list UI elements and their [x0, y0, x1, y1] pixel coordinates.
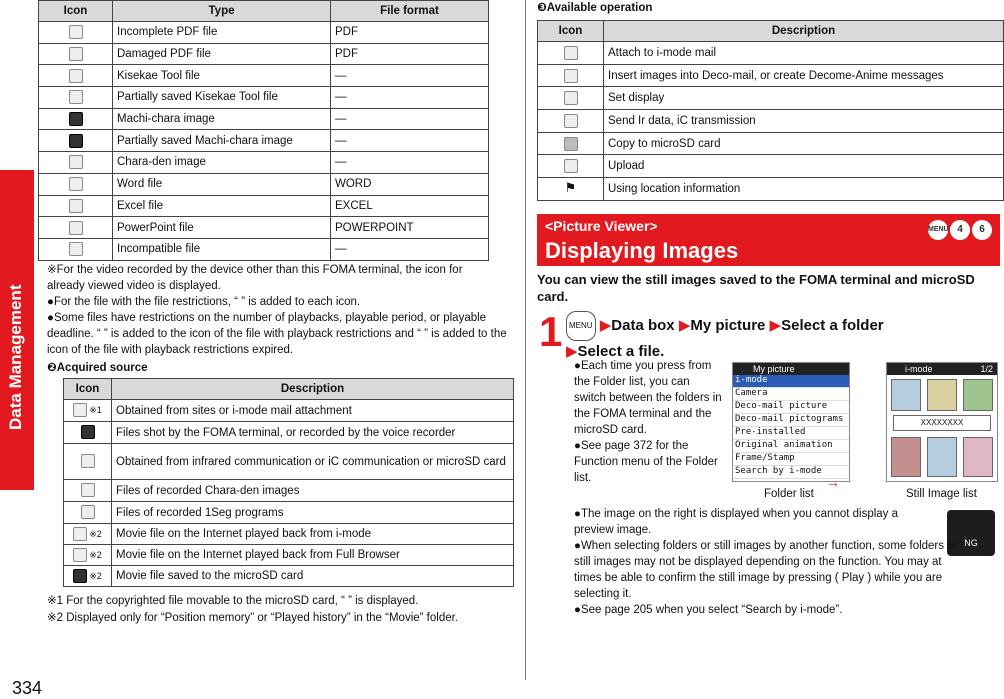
table-row: [538, 178, 1004, 201]
description-cell: Obtained from sites or i-mode mail attachment: [112, 400, 514, 422]
header-format: File format: [331, 1, 489, 22]
camera-icon: [81, 425, 95, 439]
table-row: [538, 87, 1004, 110]
icon-cell: [538, 155, 604, 178]
side-tab-label: Data Management: [6, 284, 25, 430]
arrow-icon: ▶: [769, 316, 782, 334]
powerpoint-file-icon: [69, 221, 83, 235]
caption-folder-list: Folder list: [764, 488, 814, 500]
page-number: 334: [12, 678, 43, 698]
imode-movie-icon: [73, 527, 87, 541]
icon-cell: [39, 130, 113, 152]
ng-preview-icon: NG: [947, 510, 995, 556]
thumbnail: [891, 437, 921, 477]
header-icon: Icon: [538, 21, 604, 42]
format-cell: PDF: [331, 22, 489, 44]
intro-text: You can view the still images saved to the FOMA terminal and microSD card.: [537, 272, 975, 304]
table-row: [64, 524, 514, 545]
icon-cell: [64, 480, 112, 502]
set-display-icon: [564, 91, 578, 105]
excel-file-icon: [69, 199, 83, 213]
type-cell: Partially saved Kisekae Tool file: [113, 87, 331, 109]
description-cell: Obtained from infrared communication or iC communication or microSD card: [112, 444, 514, 480]
table-row: [39, 173, 489, 195]
partial-kisekae-icon: [69, 90, 83, 104]
1seg-icon: [81, 505, 95, 519]
footnote-2: ※2 Displayed only for “Position memory” or “Played history” in the “Movie” folder.: [47, 612, 459, 624]
format-cell: —: [331, 130, 489, 152]
note-file-restriction: ●For the file with the file restrictions, “ ” is added to each icon.: [47, 296, 361, 308]
key-4: 4: [950, 220, 970, 240]
description-cell: Copy to microSD card: [604, 132, 1004, 155]
icon-cell: [64, 524, 112, 545]
description-cell: Movie file on the Internet played back from i-mode: [112, 524, 514, 545]
folder-list-item[interactable]: Deco-mail pictograms: [733, 414, 849, 427]
section-banner: [537, 214, 1000, 266]
footnote-mark: ※1: [89, 405, 102, 416]
table-row: [39, 22, 489, 44]
attach-mail-icon: [564, 46, 578, 60]
icon-cell: [39, 217, 113, 239]
icon-cell: [64, 444, 112, 480]
header-description: Description: [604, 21, 1004, 42]
icon-cell: [39, 152, 113, 174]
bullet-other-function: ●When selecting folders or still images by another function, some folders or still images may not be displayed depending on the function. You may at times be able to confirm the still image by pressing ( Play ) while you are selecting it.: [574, 540, 958, 600]
icon-cell: [39, 22, 113, 44]
step-item-select-folder: Select a folder: [781, 316, 884, 334]
image-label: XXXXXXXX: [893, 415, 991, 431]
table-row: [538, 110, 1004, 133]
icon-cell: [39, 238, 113, 260]
type-cell: Kisekae Tool file: [113, 65, 331, 87]
description-cell: Using location information: [604, 178, 1004, 201]
icon-cell: [39, 43, 113, 65]
available-operation-table: [537, 20, 1004, 201]
folder-screen-title: My picture: [733, 363, 849, 375]
arrow-icon: ▶: [599, 316, 612, 334]
table-row: [64, 566, 514, 587]
image-screen-page: 1/2: [980, 364, 993, 374]
table-row: [64, 545, 514, 566]
table-row: [39, 195, 489, 217]
acquired-source-heading: ❷Acquired source: [47, 362, 148, 374]
kisekae-tool-icon: [69, 69, 83, 83]
format-cell: —: [331, 152, 489, 174]
icon-cell: [39, 195, 113, 217]
table-row: [39, 152, 489, 174]
table-header-row: [64, 379, 514, 400]
folder-list-item[interactable]: Original animation: [733, 440, 849, 453]
table-row: [39, 238, 489, 260]
section-side-tab: [0, 170, 34, 490]
folder-list-item[interactable]: i-mode: [733, 375, 849, 388]
icon-cell: [538, 178, 604, 201]
table-row: [39, 108, 489, 130]
bullet-search-imode: ●See page 205 when you select “Search by i-mode”.: [574, 604, 843, 616]
incompatible-file-icon: [69, 242, 83, 256]
image-screen-title: i-mode: [905, 364, 933, 374]
icon-cell: [39, 65, 113, 87]
table-row: [64, 444, 514, 480]
table-row: [64, 502, 514, 524]
still-image-screen: [886, 362, 998, 482]
folder-list-item[interactable]: Search by i-mode: [733, 466, 849, 479]
icon-cell: [538, 110, 604, 133]
location-flag-icon: ⚑: [564, 180, 577, 196]
table-row: [39, 43, 489, 65]
table-row: [538, 132, 1004, 155]
icon-cell: [39, 87, 113, 109]
thumbnail: [927, 379, 957, 411]
arrow-icon: ▶: [566, 343, 578, 360]
description-cell: Attach to i-mode mail: [604, 42, 1004, 65]
table-row: [538, 64, 1004, 87]
icon-cell: [64, 545, 112, 566]
format-cell: —: [331, 65, 489, 87]
menu-key: MENU: [928, 220, 948, 240]
type-cell: Word file: [113, 173, 331, 195]
machi-chara-icon: [69, 112, 83, 126]
upload-icon: [564, 159, 578, 173]
column-divider: [525, 0, 526, 680]
icon-cell: [64, 422, 112, 444]
download-icon: [73, 403, 87, 417]
type-cell: PowerPoint file: [113, 217, 331, 239]
word-file-icon: [69, 177, 83, 191]
icon-cell: [39, 108, 113, 130]
description-cell: Files shot by the FOMA terminal, or recorded by the voice recorder: [112, 422, 514, 444]
table-row: [64, 400, 514, 422]
footnote-mark: ※2: [89, 528, 102, 539]
icon-cell: [64, 502, 112, 524]
bullet-function-menu: ●See page 372 for the Function menu of the Folder list.: [574, 440, 718, 484]
type-cell: Machi-chara image: [113, 108, 331, 130]
partial-machi-chara-icon: [69, 134, 83, 148]
available-operation-heading: ❸Available operation: [537, 2, 653, 14]
chara-den-record-icon: [81, 483, 95, 497]
infrared-icon: [81, 454, 95, 468]
type-cell: Partially saved Machi-chara image: [113, 130, 331, 152]
step-item-select-file: Select a file.: [577, 343, 665, 360]
description-cell: Upload: [604, 155, 1004, 178]
header-description: Description: [112, 379, 514, 400]
step-item-data-box: Data box: [611, 316, 675, 334]
table-row: [39, 217, 489, 239]
folder-list-screen: [732, 362, 850, 482]
type-cell: Excel file: [113, 195, 331, 217]
icon-cell: [538, 64, 604, 87]
table-row: [39, 130, 489, 152]
incomplete-pdf-icon: [69, 25, 83, 39]
description-cell: Insert images into Deco-mail, or create Decome-Anime messages: [604, 64, 1004, 87]
caption-still-image-list: Still Image list: [906, 488, 977, 500]
table-header-row: [39, 1, 489, 22]
table-row: [538, 155, 1004, 178]
description-cell: Set display: [604, 87, 1004, 110]
bullet-folder-switch: ●Each time you press from the Folder list, you can switch between the folders in the FOMA terminal and the microSD card.: [574, 360, 722, 436]
format-cell: —: [331, 238, 489, 260]
folder-list-item[interactable]: Pre-installed: [733, 427, 849, 440]
table-row: [39, 65, 489, 87]
menu-key-icon: MENU: [566, 311, 596, 341]
chara-den-icon: [69, 155, 83, 169]
microsd-movie-icon: [73, 569, 87, 583]
folder-list-item[interactable]: Deco-mail picture: [733, 401, 849, 414]
acquired-source-table: [63, 378, 514, 587]
description-cell: Files of recorded Chara-den images: [112, 480, 514, 502]
thumbnail: [891, 379, 921, 411]
type-cell: Damaged PDF file: [113, 43, 331, 65]
header-icon: Icon: [39, 1, 113, 22]
icon-cell: [538, 42, 604, 65]
type-cell: Incomplete PDF file: [113, 22, 331, 44]
step-item-my-picture: My picture: [690, 316, 766, 334]
bullet-preview: ●The image on the right is displayed when you cannot display a preview image.: [574, 508, 899, 536]
banner-subtitle: <Picture Viewer>: [545, 218, 658, 234]
format-cell: —: [331, 108, 489, 130]
icon-cell: [39, 173, 113, 195]
folder-list-item[interactable]: Camera: [733, 388, 849, 401]
step-number: 1: [539, 308, 563, 355]
table-row: [64, 480, 514, 502]
damaged-pdf-icon: [69, 47, 83, 61]
thumbnail: [927, 437, 957, 477]
key-sequence: [928, 220, 992, 240]
file-type-table: [38, 0, 489, 261]
deco-mail-icon: [564, 69, 578, 83]
copy-microsd-icon: [564, 137, 578, 151]
thumbnail: [963, 379, 993, 411]
icon-cell: [538, 132, 604, 155]
header-icon: Icon: [64, 379, 112, 400]
description-cell: Send Ir data, iC transmission: [604, 110, 1004, 133]
icon-cell: [64, 566, 112, 587]
ir-send-icon: [564, 114, 578, 128]
description-cell: Files of recorded 1Seg programs: [112, 502, 514, 524]
table-row: [538, 42, 1004, 65]
header-type: Type: [113, 1, 331, 22]
step-instructions: [566, 311, 926, 363]
key-6: 6: [972, 220, 992, 240]
note-video-icon: ※For the video recorded by the device other than this FOMA terminal, the icon for already viewed video is displayed.: [47, 264, 463, 292]
format-cell: —: [331, 87, 489, 109]
format-cell: POWERPOINT: [331, 217, 489, 239]
icon-cell: [64, 400, 112, 422]
description-cell: Movie file saved to the microSD card: [112, 566, 514, 587]
full-browser-icon: [73, 548, 87, 562]
format-cell: EXCEL: [331, 195, 489, 217]
type-cell: Incompatible file: [113, 238, 331, 260]
table-header-row: [538, 21, 1004, 42]
arrow-right-icon: →: [826, 474, 840, 490]
table-row: [39, 87, 489, 109]
footnote-mark: ※2: [89, 549, 102, 560]
format-cell: PDF: [331, 43, 489, 65]
description-cell: Movie file on the Internet played back from Full Browser: [112, 545, 514, 566]
folder-list-item[interactable]: Frame/Stamp: [733, 453, 849, 466]
footnote-1: ※1 For the copyrighted file movable to the microSD card, “ ” is displayed.: [47, 595, 419, 607]
arrow-icon: ▶: [678, 316, 691, 334]
banner-title: Displaying Images: [545, 238, 739, 263]
note-playback-restriction: ●Some files have restrictions on the number of playbacks, playable period, or playable deadline. “ ” is added to the icon of the file with playback restrictions and “ ” is added to the icon of the file with playback restrictions expired.: [47, 312, 507, 356]
thumbnail: [963, 437, 993, 477]
table-row: [64, 422, 514, 444]
footnote-mark: ※2: [89, 570, 102, 581]
type-cell: Chara-den image: [113, 152, 331, 174]
icon-cell: [538, 87, 604, 110]
format-cell: WORD: [331, 173, 489, 195]
